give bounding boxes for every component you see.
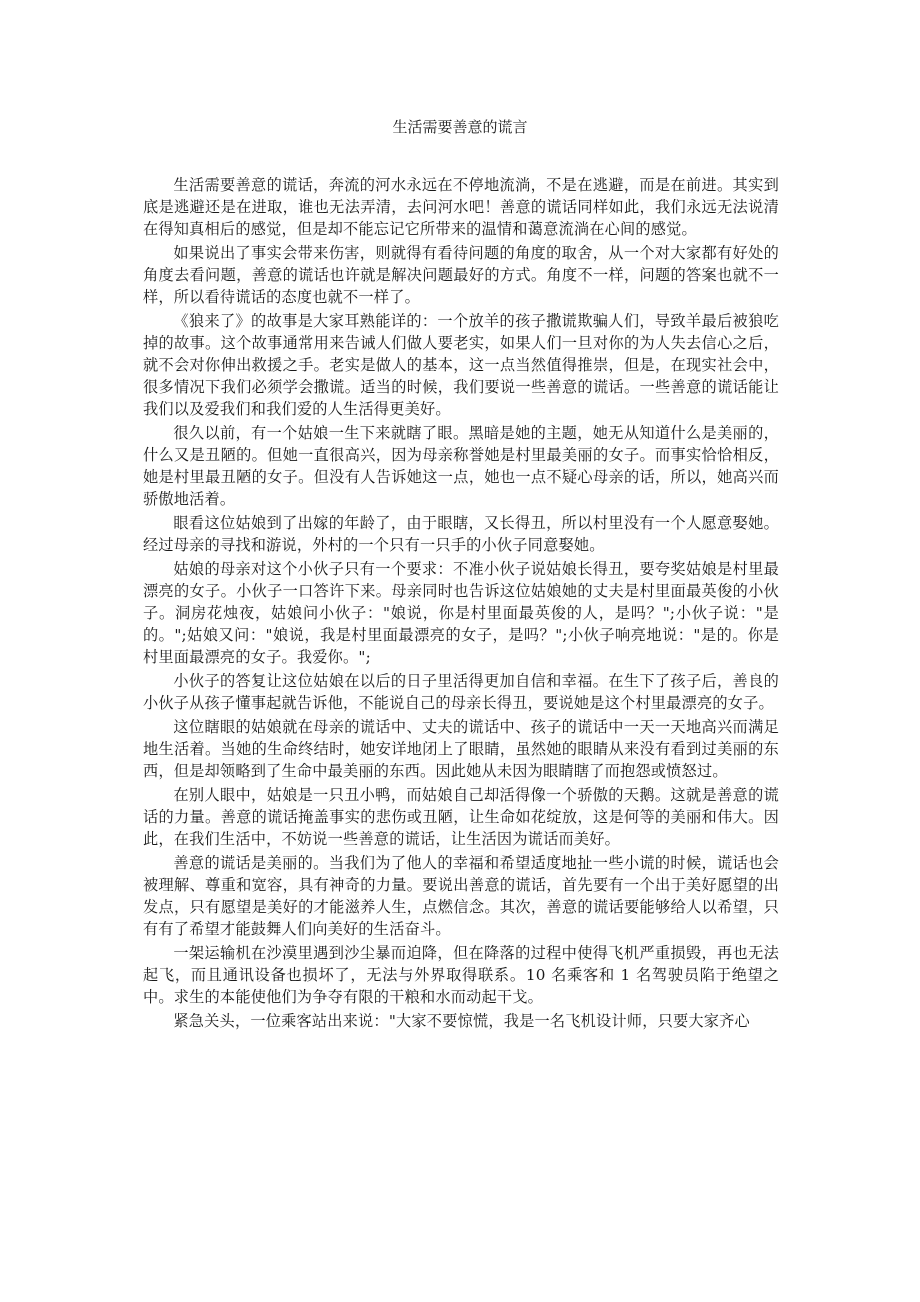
paragraph: 姑娘的母亲对这个小伙子只有一个要求：不准小伙子说姑娘长得丑，要夸奖姑娘是村里最漂亮的女子。小伙子一口答许下来。母亲同时也告诉这位姑娘她的丈夫是村里面最英俊的小伙子。洞房花烛夜，姑娘问小伙子："娘说，你是村里面最英俊的人，是吗？";小伙子说："是的。";姑娘又问："娘说，我是村里面最漂亮的女子，是吗？";小伙子响亮地说："是的。你是村里面最漂亮的女子。我爱你。";: [143, 560, 779, 666]
paragraph: 善意的谎话是美丽的。当我们为了他人的幸福和希望适度地扯一些小谎的时候，谎话也会被理解、尊重和宽容，具有神奇的力量。要说出善意的谎话，首先要有一个出于美好愿望的出发点，只有愿望是美好的才能滋养人生，点燃信念。其次，善意的谎话要能够给人以希望，只有有了希望才能鼓舞人们向美好的生活奋斗。: [143, 854, 779, 938]
document-title: 生活需要善意的谎言: [392, 118, 528, 136]
paragraph: 这位瞎眼的姑娘就在母亲的谎话中、丈夫的谎话中、孩子的谎话中一天一天地高兴而满足地生活着。当她的生命终结时，她安详地闭上了眼睛，虽然她的眼睛从来没有看到过美丽的东西，但是却领略到了生命中最美丽的东西。因此她从未因为眼睛瞎了而抱怨或愤怒过。: [143, 718, 779, 780]
paragraph: 在别人眼中，姑娘是一只丑小鸭，而姑娘自己却活得像一个骄傲的天鹅。这就是善意的谎话的力量。善意的谎话掩盖事实的悲伤或丑陋，让生命如花绽放，这是何等的美丽和伟大。因此，在我们生活中，不妨说一些善意的谎话，让生活因为谎话而美好。: [143, 786, 779, 848]
paragraph: 如果说出了事实会带来伤害，则就得有看待问题的角度的取舍，从一个对大家都有好处的角度去看问题，善意的谎话也许就是解决问题最好的方式。角度不一样，问题的答案也就不一样，所以看待谎话的态度也就不一样了。: [143, 244, 779, 306]
paragraph: 一架运输机在沙漠里遇到沙尘暴而迫降，但在降落的过程中使得飞机严重损毁，再也无法起飞，而且通讯设备也损坏了，无法与外界取得联系。10 名乘客和 1 名驾驶员陷于绝望之中。求生的本能使他们为争夺有限的干粮和水而动起干戈。: [143, 944, 779, 1006]
document-body: [143, 174, 779, 1034]
paragraph: 《狼来了》的故事是大家耳熟能详的：一个放羊的孩子撒谎欺骗人们，导致羊最后被狼吃掉的故事。这个故事通常用来告诫人们做人要老实，如果人们一旦对你的为人失去信心之后，就不会对你伸出救援之手。老实是做人的基本，这一点当然值得推崇，但是，在现实社会中，很多情况下我们必须学会撒谎。适当的时候，我们要说一些善意的谎话。一些善意的谎话能让我们以及爱我们和我们爱的人生活得更美好。: [143, 312, 779, 418]
paragraph: 眼看这位姑娘到了出嫁的年龄了，由于眼瞎，又长得丑，所以村里没有一个人愿意娶她。经过母亲的寻找和游说，外村的一个只有一只手的小伙子同意娶她。: [143, 514, 779, 554]
paragraph: 生活需要善意的谎话，奔流的河水永远在不停地流淌，不是在逃避，而是在前进。其实到底是逃避还是在进取，谁也无法弄清，去问河水吧！善意的谎话同样如此，我们永远无法说清在得知真相后的感觉，但是却不能忘记它所带来的温情和蔼意流淌在心间的感觉。: [143, 176, 779, 238]
paragraph: 很久以前，有一个姑娘一生下来就瞎了眼。黑暗是她的主题，她无从知道什么是美丽的，什么又是丑陋的。但她一直很高兴，因为母亲称誉她是村里最美丽的女子。而事实恰恰相反，她是村里最丑陋的女子。但没有人告诉她这一点，她也一点不疑心母亲的话，所以，她高兴而骄傲地活着。: [143, 424, 779, 508]
paragraph: 小伙子的答复让这位姑娘在以后的日子里活得更加自信和幸福。在生下了孩子后，善良的小伙子从孩子懂事起就告诉他，不能说自己的母亲长得丑，要说她是这个村里最漂亮的女子。: [143, 672, 779, 712]
paragraph: 紧急关头，一位乘客站出来说："大家不要惊慌，我是一名飞机设计师，只要大家齐心: [173, 1012, 750, 1030]
